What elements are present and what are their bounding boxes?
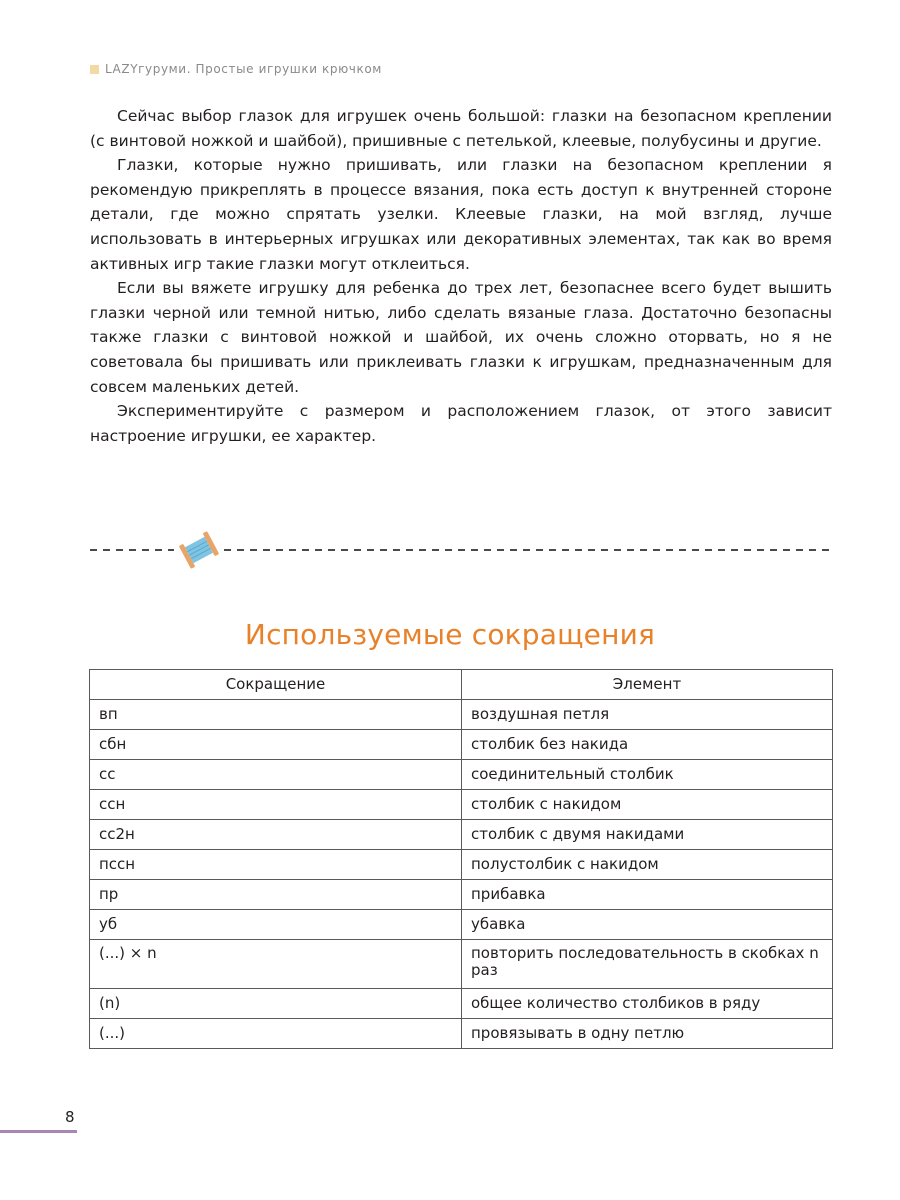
table-row: [90, 850, 833, 880]
page-number: 8: [65, 1108, 75, 1126]
element-cell: воздушная петля: [462, 700, 833, 730]
table-row: [90, 1019, 833, 1049]
table-row: [90, 760, 833, 790]
paragraph: Глазки, которые нужно пришивать, или глазки на безопасном креплении я рекомендую прикреплять в процессе вязания, пока есть доступ к внутренней стороне детали, где можно спрятать узелки. Клеевые глазки, на мой взгляд, лучше использовать в интерьерных игрушках или декоративных элементах, так как во время активных игр такие глазки могут отклеиться.: [90, 156, 832, 273]
abbreviation-cell: (n): [90, 989, 462, 1019]
paragraph: Сейчас выбор глазок для игрушек очень большой: глазки на безопасном креплении (с винтовой ножкой и шайбой), пришивные с петелькой, клеевые, полубусины и другие.: [90, 107, 832, 150]
table-row: [90, 820, 833, 850]
element-cell: полустолбик с накидом: [462, 850, 833, 880]
element-cell: столбик с двумя накидами: [462, 820, 833, 850]
element-cell: общее количество столбиков в ряду: [462, 989, 833, 1019]
abbreviation-cell: уб: [90, 910, 462, 940]
element-cell: столбик без накида: [462, 730, 833, 760]
element-cell: убавка: [462, 910, 833, 940]
abbreviation-cell: пр: [90, 880, 462, 910]
element-cell: столбик с накидом: [462, 790, 833, 820]
body-text: [90, 104, 832, 448]
table-row: [90, 940, 833, 989]
table-row: [90, 880, 833, 910]
running-title: LAZYгуруми. Простые игрушки крючком: [105, 62, 382, 76]
page-number-bar: [0, 1130, 77, 1133]
abbreviation-cell: вп: [90, 700, 462, 730]
table-header-row: [90, 670, 833, 700]
abbreviation-cell: сс2н: [90, 820, 462, 850]
element-cell: провязывать в одну петлю: [462, 1019, 833, 1049]
paragraph: Экспериментируйте с размером и расположением глазок, от этого зависит настроение игрушки, ее характер.: [90, 402, 832, 445]
abbreviation-cell: сбн: [90, 730, 462, 760]
abbreviation-cell: (...): [90, 1019, 462, 1049]
column-header-abbreviation: Сокращение: [90, 670, 462, 700]
header-square-mark: [90, 65, 99, 74]
abbreviations-table: [89, 669, 833, 1049]
thread-spool-icon: [179, 531, 219, 569]
table-row: [90, 989, 833, 1019]
element-cell: соединительный столбик: [462, 760, 833, 790]
section-title: Используемые сокращения: [244, 618, 656, 651]
paragraph: Если вы вяжете игрушку для ребенка до трех лет, безопаснее всего будет вышить глазки черной или темной нитью, либо сделать вязаные глаза. Достаточно безопасны также глазки с винтовой ножкой и шайбой, их очень сложно оторвать, но я не советовала бы пришивать или приклеивать глазки к игрушкам, предназначенным для совсем маленьких детей.: [90, 279, 832, 396]
column-header-element: Элемент: [462, 670, 833, 700]
element-cell: повторить последовательность в скобках n раз: [462, 940, 833, 989]
abbreviation-cell: (...) × n: [90, 940, 462, 989]
dashed-divider: [90, 530, 834, 570]
table-row: [90, 790, 833, 820]
abbreviation-cell: сс: [90, 760, 462, 790]
table-row: [90, 730, 833, 760]
running-header: [90, 62, 382, 76]
element-cell: прибавка: [462, 880, 833, 910]
table-row: [90, 910, 833, 940]
abbreviation-cell: пссн: [90, 850, 462, 880]
table-row: [90, 700, 833, 730]
abbreviation-cell: ссн: [90, 790, 462, 820]
